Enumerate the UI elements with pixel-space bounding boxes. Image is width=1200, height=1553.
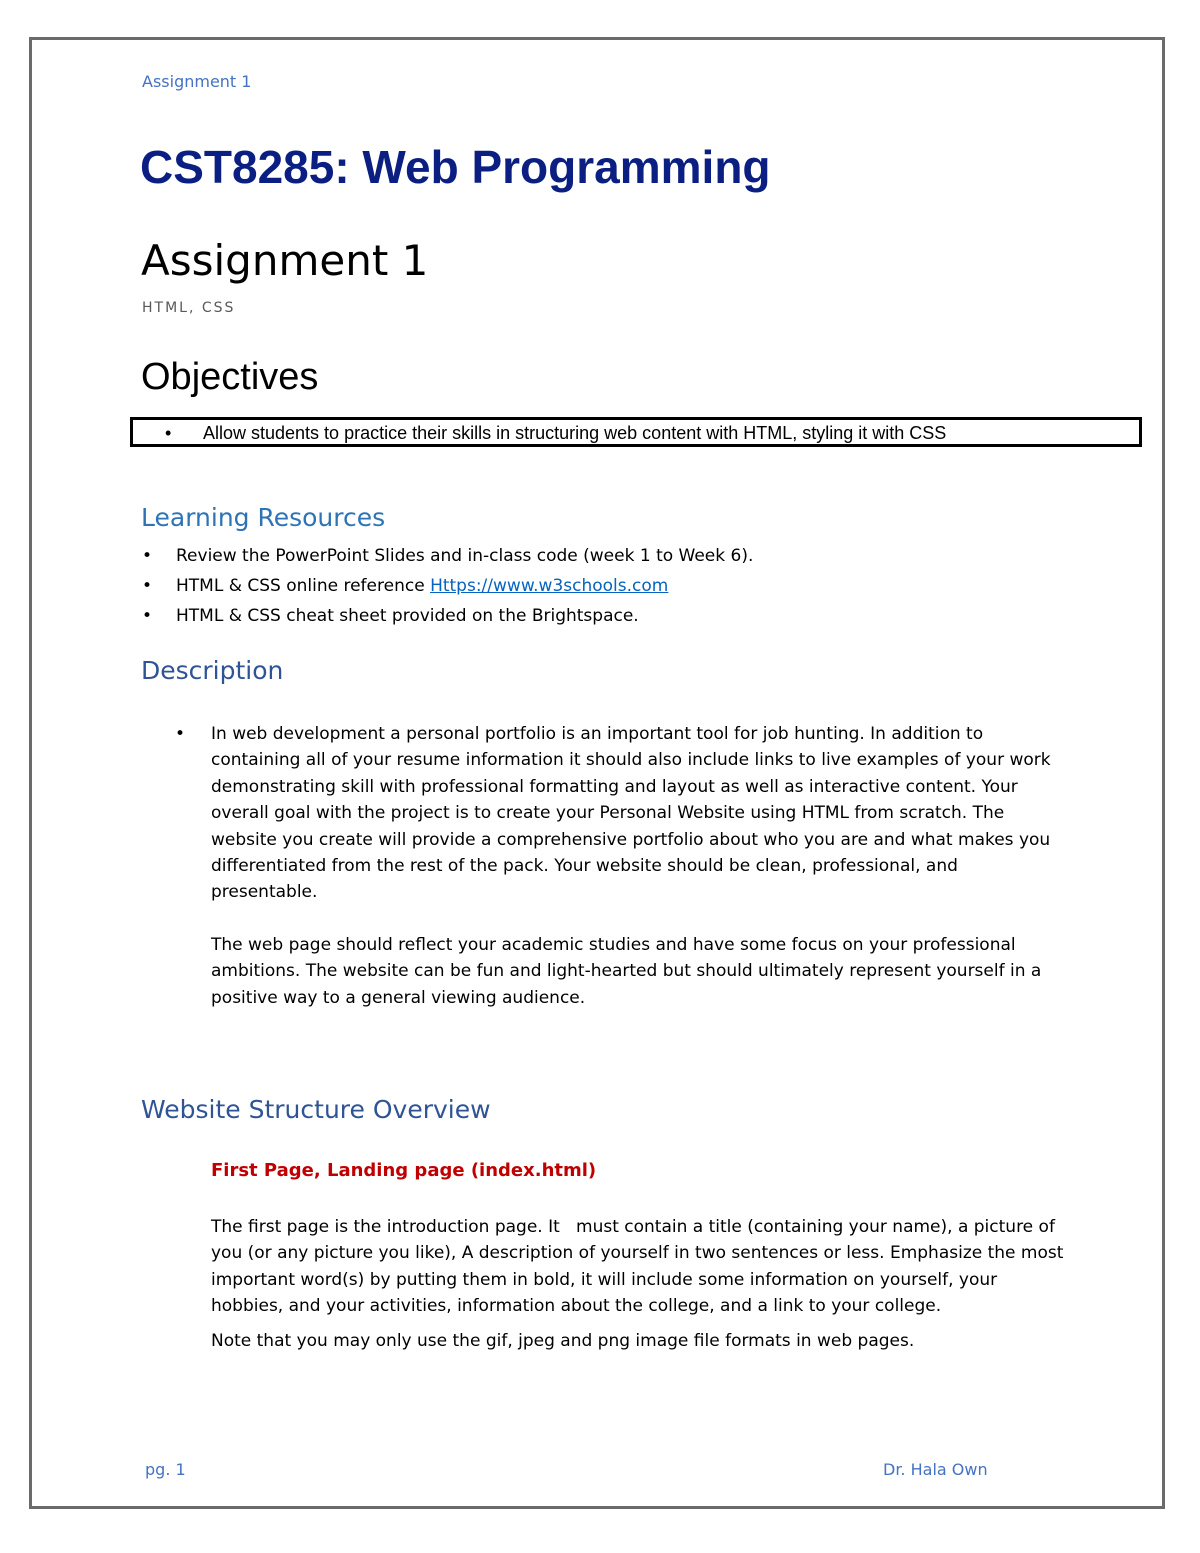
w3schools-link[interactable]: Https://www.w3schools.com [430,576,669,596]
list-item [142,571,753,601]
objective-text: Allow students to practice their skills in structuring web content with HTML, styling it with CSS [203,423,947,443]
footer-author: Dr. Hala Own [883,1460,988,1479]
running-header: Assignment 1 [142,72,252,91]
list-item [142,541,753,571]
description-paragraph: In web development a personal portfolio is an important tool for job hunting. In addition to containing all of your resume information it should also include links to live examples of your work demonstrating skill with professional formatting and layout as well as interactive content. Your overall goal with the project is to create your Personal Website using HTML from scratch. The website you create will provide a comprehensive portfolio about who you are and what makes you differentiated from the rest of the pack. Your website should be clean, professional, and presentable. [211,724,1051,903]
learning-resources-heading: Learning Resources [141,503,386,532]
bullet-icon: • [142,546,153,566]
description-paragraph: The web page should reflect your academic studies and have some focus on your professional ambitions. The website can be fun and light-hearted but should ultimately represent yourself in a positive way to a general viewing audience. [211,934,1042,1008]
course-title: CST8285: Web Programming [140,141,771,193]
first-page-paragraph: The first page is the introduction page. It must contain a title (containing your name), a picture of you (or any picture you like), A description of yourself in two sentences or less. Emphasize the most important word(s) by putting them in bold, it will include some information on yourself, your hobbies, and your activities, information about the college, and a link to your college. [211,1217,1069,1317]
first-page-body [211,1214,1071,1362]
description-body [175,721,1065,1037]
description-heading: Description [141,656,284,685]
bullet-icon: • [142,576,153,596]
bullet-icon: • [165,423,172,443]
list-item [142,601,753,631]
page-number: pg. 1 [145,1460,186,1479]
bullet-icon: • [142,606,153,626]
assignment-title: Assignment 1 [141,236,429,285]
objectives-heading: Objectives [141,356,319,398]
first-page-note: Note that you may only use the gif, jpeg and png image file formats in web pages. [211,1330,915,1351]
objectives-box [130,417,1142,447]
learning-resources-list [142,541,753,631]
resource-text: HTML & CSS cheat sheet provided on the Brightspace. [176,606,639,626]
resource-text: HTML & CSS online reference [176,576,431,596]
assignment-subtitle: HTML, CSS [142,300,236,316]
website-structure-heading: Website Structure Overview [141,1095,491,1124]
resource-text: Review the PowerPoint Slides and in-class code (week 1 to Week 6). [176,546,754,566]
bullet-icon: • [175,724,186,744]
first-page-heading: First Page, Landing page (index.html) [211,1160,597,1181]
objective-item [165,423,947,444]
